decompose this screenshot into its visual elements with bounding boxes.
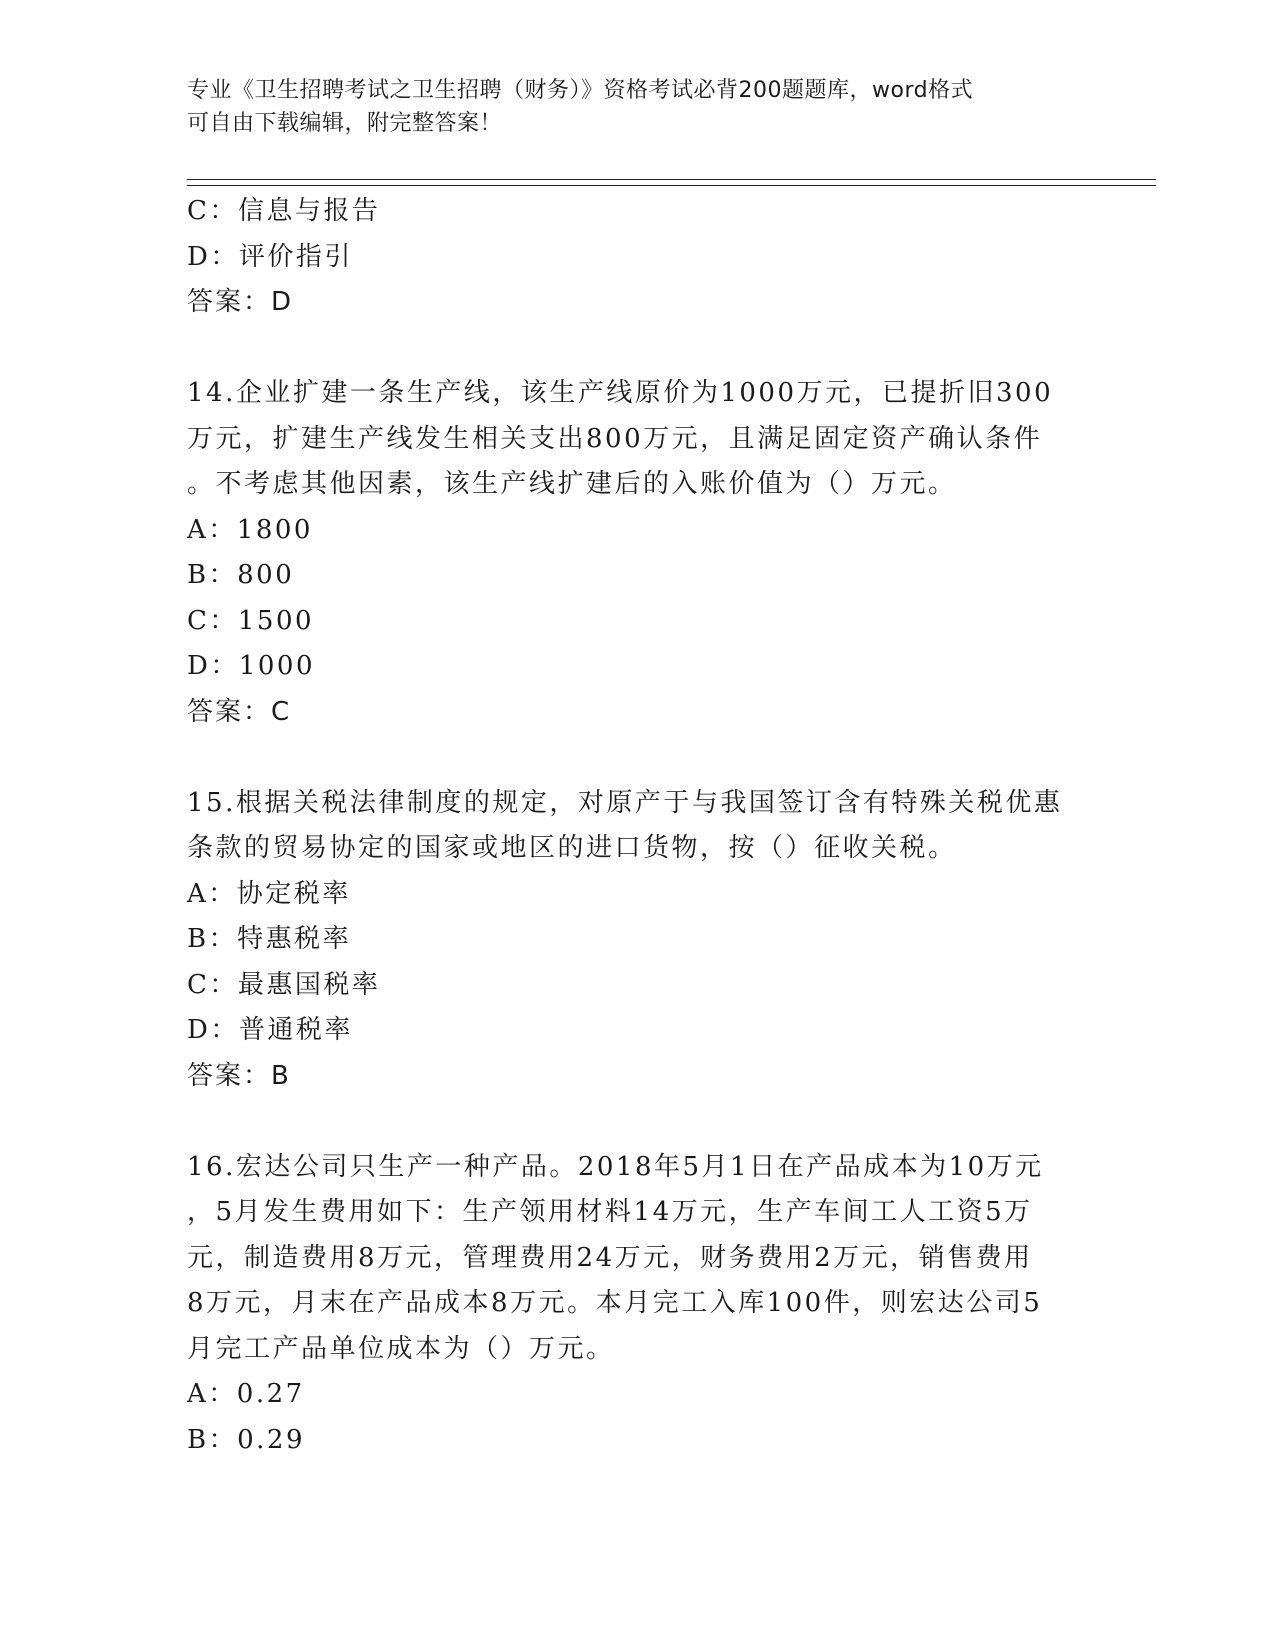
- question-13-continued: [187, 189, 1147, 326]
- question-stem-line: ，5月发生费用如下：生产领用材料14万元，生产车间工人工资5万: [187, 1197, 1033, 1227]
- option-a: A：协定税率: [187, 878, 351, 909]
- question-stem-line: 。不考虑其他因素，该生产线扩建后的入账价值为（）万元。: [187, 469, 957, 499]
- option-c: C：信息与报告: [187, 196, 381, 226]
- option-b: B：特惠税率: [187, 924, 352, 954]
- question-15: [187, 781, 1147, 1100]
- question-spacer: [187, 735, 1147, 781]
- header-title-line-1: 专业《卫生招聘考试之卫生招聘（财务）》资格考试必背200题题库，word格式: [187, 78, 974, 103]
- option-c: C：1500: [187, 605, 315, 636]
- page-header: [187, 74, 1087, 140]
- question-stem-line: 15.根据关税法律制度的规定，对原产于与我国签订含有特殊关税优惠: [187, 787, 1063, 818]
- question-spacer: [187, 326, 1147, 372]
- option-d: D：1000: [187, 651, 316, 681]
- answer-line: 答案：C: [187, 696, 292, 727]
- option-d: D：普通税率: [187, 1015, 353, 1045]
- question-spacer: [187, 1099, 1147, 1145]
- question-stem-line: 条款的贸易协定的国家或地区的进口货物，按（）征收关税。: [187, 833, 957, 863]
- question-stem-line: 元，制造费用8万元，管理费用24万元，财务费用2万元，销售费用: [187, 1242, 1033, 1273]
- header-title-line-2: 可自由下载编辑，附完整答案！: [187, 111, 503, 136]
- question-stem-line: 8万元，月末在产品成本8万元。本月完工入库100件，则宏达公司5: [187, 1288, 1043, 1318]
- option-a: A：1800: [187, 514, 313, 545]
- question-16: [187, 1145, 1147, 1464]
- question-stem-line: 16.宏达公司只生产一种产品。2018年5月1日在产品成本为10万元: [187, 1151, 1044, 1182]
- option-b: B：0.29: [187, 1424, 305, 1455]
- question-14: [187, 371, 1147, 735]
- option-c: C：最惠国税率: [187, 969, 381, 1000]
- option-d: D：评价指引: [187, 241, 353, 272]
- question-stem-line: 万元，扩建生产线发生相关支出800万元，且满足固定资产确认条件: [187, 423, 1043, 454]
- header-divider: [187, 179, 1156, 186]
- option-b: B：800: [187, 560, 295, 590]
- question-stem-line: 14.企业扩建一条生产线，该生产线原价为1000万元，已提折旧300: [187, 378, 1054, 408]
- answer-line: 答案：D: [187, 287, 294, 317]
- option-a: A：0.27: [187, 1379, 305, 1409]
- answer-line: 答案：B: [187, 1060, 291, 1091]
- document-body: [187, 189, 1147, 1463]
- question-stem-line: 月完工产品单位成本为（）万元。: [187, 1333, 615, 1364]
